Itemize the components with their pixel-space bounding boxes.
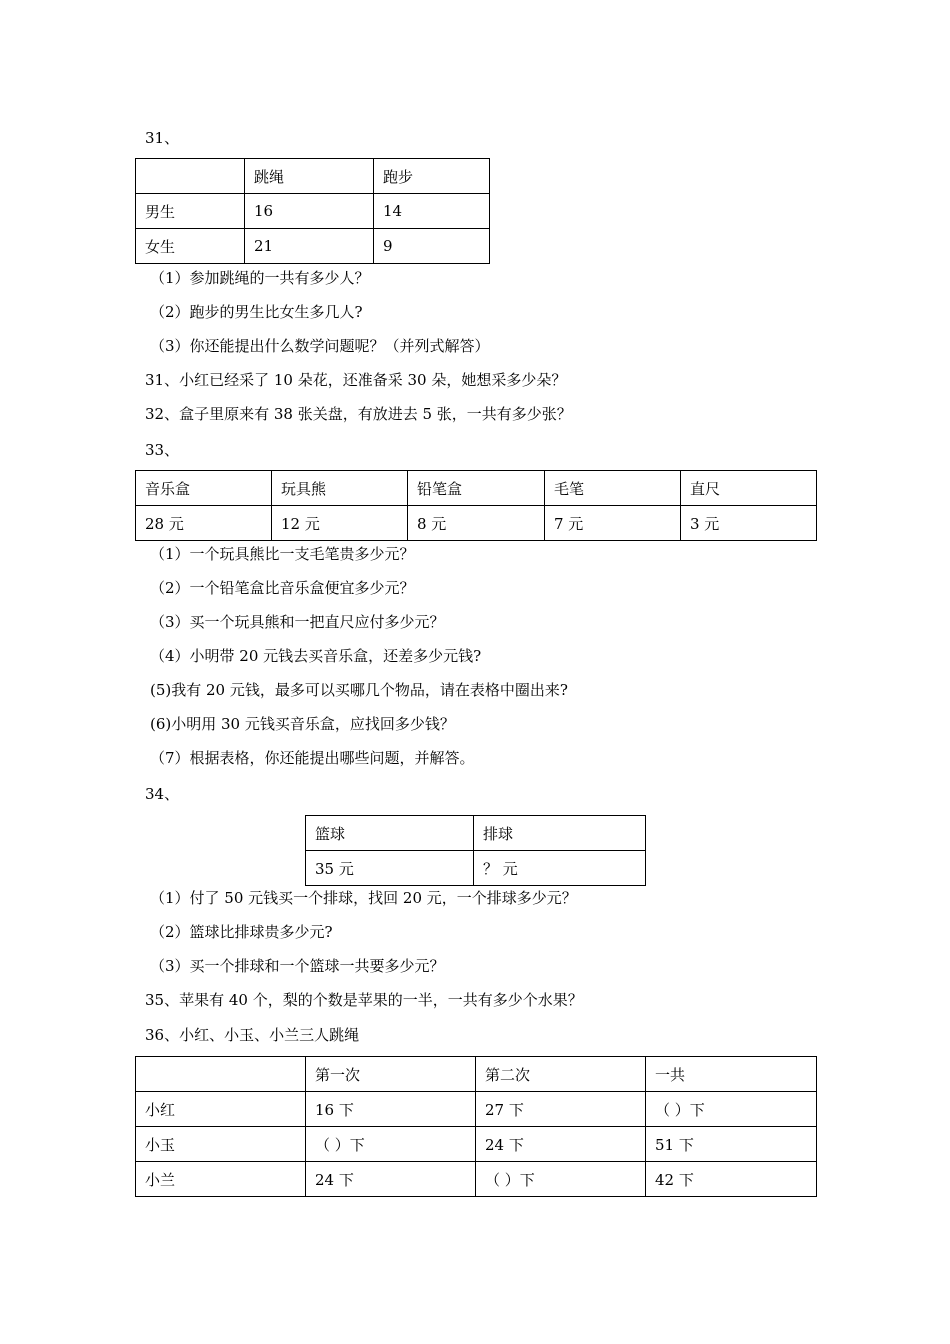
table-cell: 28 元 <box>136 506 272 541</box>
table-row <box>136 506 817 541</box>
q33-table <box>135 470 817 541</box>
q34-heading: 34、 <box>145 785 180 803</box>
table-cell: 16 下 <box>306 1092 476 1127</box>
question-line: （3）你还能提出什么数学问题呢？（并列式解答） <box>150 337 490 355</box>
table-cell: 12 元 <box>272 506 408 541</box>
q36-heading: 36、小红、小玉、小兰三人跳绳 <box>145 1026 360 1044</box>
table-cell: 27 下 <box>476 1092 646 1127</box>
table-cell: 8 元 <box>408 506 545 541</box>
table-cell: 24 下 <box>306 1162 476 1197</box>
question-line: （4）小明带 20 元钱去买音乐盒，还差多少元钱? <box>150 647 482 665</box>
table-cell: 音乐盒 <box>136 471 272 506</box>
question-line: （1）参加跳绳的一共有多少人？ <box>150 269 370 287</box>
table-cell: 3 元 <box>681 506 817 541</box>
table-cell: 女生 <box>136 229 245 264</box>
table-cell: 第一次 <box>306 1057 476 1092</box>
table-cell: 21 <box>245 229 374 264</box>
q31-heading: 31、 <box>145 129 180 147</box>
question-line: （2）跑步的男生比女生多几人? <box>150 303 363 321</box>
table-cell: 第二次 <box>476 1057 646 1092</box>
question-line: （2）篮球比排球贵多少元? <box>150 923 333 941</box>
table-cell: 24 下 <box>476 1127 646 1162</box>
question-line: (6)小明用 30 元钱买音乐盒，应找回多少钱？ <box>150 715 455 733</box>
table-row <box>136 159 490 194</box>
question-line: （1）一个玩具熊比一支毛笔贵多少元？ <box>150 545 415 563</box>
table-cell: 篮球 <box>306 816 474 851</box>
table-row <box>136 1127 817 1162</box>
table-cell: （ ）下 <box>646 1092 817 1127</box>
table-row <box>306 816 646 851</box>
question-line: （3）买一个玩具熊和一把直尺应付多少元？ <box>150 613 445 631</box>
q34-table <box>305 815 646 886</box>
q31-table <box>135 158 490 264</box>
table-cell: 小红 <box>136 1092 306 1127</box>
table-row <box>136 1092 817 1127</box>
table-cell: 排球 <box>474 816 646 851</box>
table-row <box>306 851 646 886</box>
table-row <box>136 471 817 506</box>
table-cell: 铅笔盒 <box>408 471 545 506</box>
table-cell: 小玉 <box>136 1127 306 1162</box>
table-cell: 9 <box>374 229 490 264</box>
q33-heading: 33、 <box>145 441 180 459</box>
question-line: （3）买一个排球和一个篮球一共要多少元？ <box>150 957 445 975</box>
question-line: （1）付了 50 元钱买一个排球，找回 20 元，一个排球多少元？ <box>150 889 577 907</box>
table-cell: 一共 <box>646 1057 817 1092</box>
table-row <box>136 229 490 264</box>
table-cell: 跳绳 <box>245 159 374 194</box>
question-line: 35、苹果有 40 个，梨的个数是苹果的一半，一共有多少个水果？ <box>145 991 583 1009</box>
question-line: 32、盒子里原来有 38 张关盘，有放进去 5 张，一共有多少张？ <box>145 405 572 423</box>
table-cell: 毛笔 <box>545 471 681 506</box>
table-cell: 14 <box>374 194 490 229</box>
table-cell: 42 下 <box>646 1162 817 1197</box>
table-cell: （ ）下 <box>476 1162 646 1197</box>
table-row <box>136 1162 817 1197</box>
table-row <box>136 194 490 229</box>
question-line: （2）一个铅笔盒比音乐盒便宜多少元？ <box>150 579 415 597</box>
table-cell: 玩具熊 <box>272 471 408 506</box>
table-cell: 男生 <box>136 194 245 229</box>
question-line: （7）根据表格，你还能提出哪些问题，并解答。 <box>150 749 475 767</box>
table-cell: 35 元 <box>306 851 474 886</box>
table-cell <box>136 159 245 194</box>
question-line: 31、小红已经采了 10 朵花，还准备采 30 朵，她想采多少朵？ <box>145 371 567 389</box>
question-line: (5)我有 20 元钱，最多可以买哪几个物品，请在表格中圈出来? <box>150 681 568 699</box>
table-cell: 直尺 <box>681 471 817 506</box>
table-row <box>136 1057 817 1092</box>
table-cell: 16 <box>245 194 374 229</box>
table-cell: 7 元 <box>545 506 681 541</box>
table-cell: 跑步 <box>374 159 490 194</box>
table-cell: ？ 元 <box>474 851 646 886</box>
q36-table <box>135 1056 817 1197</box>
table-cell <box>136 1057 306 1092</box>
table-cell: （ ）下 <box>306 1127 476 1162</box>
table-cell: 51 下 <box>646 1127 817 1162</box>
table-cell: 小兰 <box>136 1162 306 1197</box>
